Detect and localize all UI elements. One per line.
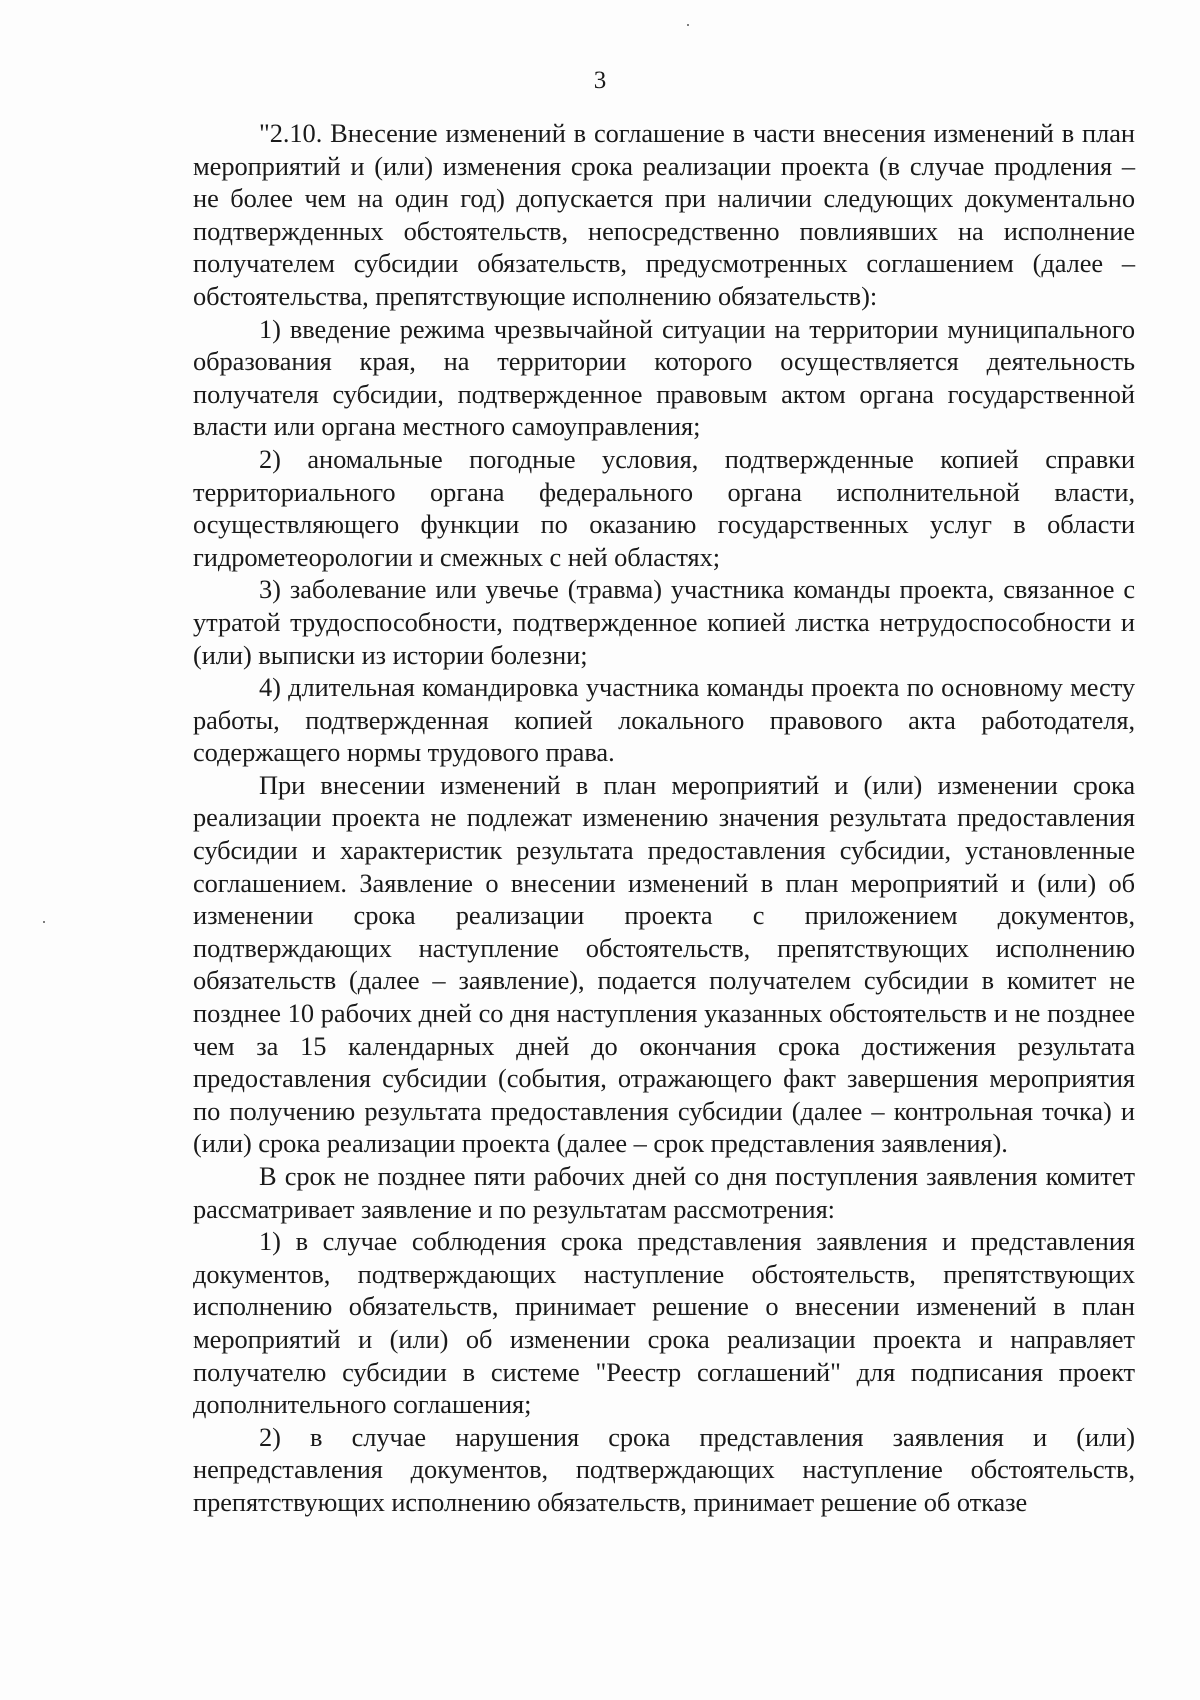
paragraph-2-10-intro: "2.10. Внесение изменений в соглашение в части внесения изменений в план мероприятий и (или) изменения срока реализации проекта (в случае продления – не более чем на один год) допускается при наличии следующих документально подтвержденных обстоятельств, непосредственно повлиявших на исполнение получателем субсидии обязательств, предусмотренных соглашением (далее – обстоятельства, препятствующие исполнению обязательств):: [193, 118, 1135, 311]
scan-speck: [687, 24, 689, 26]
paragraph-item-4-business-trip: 4) длительная командировка участника команды проекта по основному месту работы, подтвержденная копией локального правового акта работодателя, содержащего нормы трудового права.: [193, 672, 1135, 768]
paragraph-item-1-emergency: 1) введение режима чрезвычайной ситуации на территории муниципального образования края, на территории которого осуществляется деятельность получателя субсидии, подтвержденное правовым актом органа государственной власти или органа местного самоуправления;: [193, 313, 1135, 442]
page-number: 3: [593, 67, 607, 94]
document-body: [193, 117, 1135, 1519]
paragraph-changes-application: При внесении изменений в план мероприятий и (или) изменении срока реализации проекта не подлежат изменению значения результата предоставления субсидии и характеристик результата предоставления субсидии, установленные соглашением. Заявление о внесении изменений в план мероприятий и (или) об изменении срока реализации проекта с приложением документов, подтверждающих наступление обстоятельств, препятствующих исполнению обязательств (далее – заявление), подается получателем субсидии в комитет не позднее 10 рабочих дней со дня наступления указанных обстоятельств и не позднее чем за 15 календарных дней до окончания срока достижения результата предоставления субсидии (события, отражающего факт завершения мероприятия по получению результата предоставления субсидии (далее – контрольная точка) и (или) срока реализации проекта (далее – срок представления заявления).: [193, 769, 1135, 1159]
paragraph-item-2-weather: 2) аномальные погодные условия, подтвержденные копией справки территориального органа федерального органа исполнительной власти, осуществляющего функции по оказанию государственных услуг в области гидрометеорологии и смежных с ней областях;: [193, 443, 1135, 572]
scan-speck: [43, 921, 45, 923]
paragraph-item-3-illness: 3) заболевание или увечье (травма) участника команды проекта, связанное с утратой трудоспособности, подтвержденное копией листка нетрудоспособности и (или) выписки из истории болезни;: [193, 574, 1135, 670]
paragraph-decision-2-refuse: 2) в случае нарушения срока представления заявления и (или) непредставления документов, подтверждающих наступление обстоятельств, препятствующих исполнению обязательств, принимает решение об отказе: [193, 1421, 1135, 1517]
paragraph-review-deadline: В срок не позднее пяти рабочих дней со дня поступления заявления комитет рассматривает заявление и по результатам рассмотрения:: [193, 1161, 1135, 1224]
paragraph-decision-1-approve: 1) в случае соблюдения срока представления заявления и представления документов, подтверждающих наступление обстоятельств, препятствующих исполнению обязательств, принимает решение о внесении изменений в план мероприятий и (или) об изменении срока реализации проекта и направляет получателю субсидии в системе "Реестр соглашений" для подписания проект дополнительного соглашения;: [193, 1226, 1135, 1420]
